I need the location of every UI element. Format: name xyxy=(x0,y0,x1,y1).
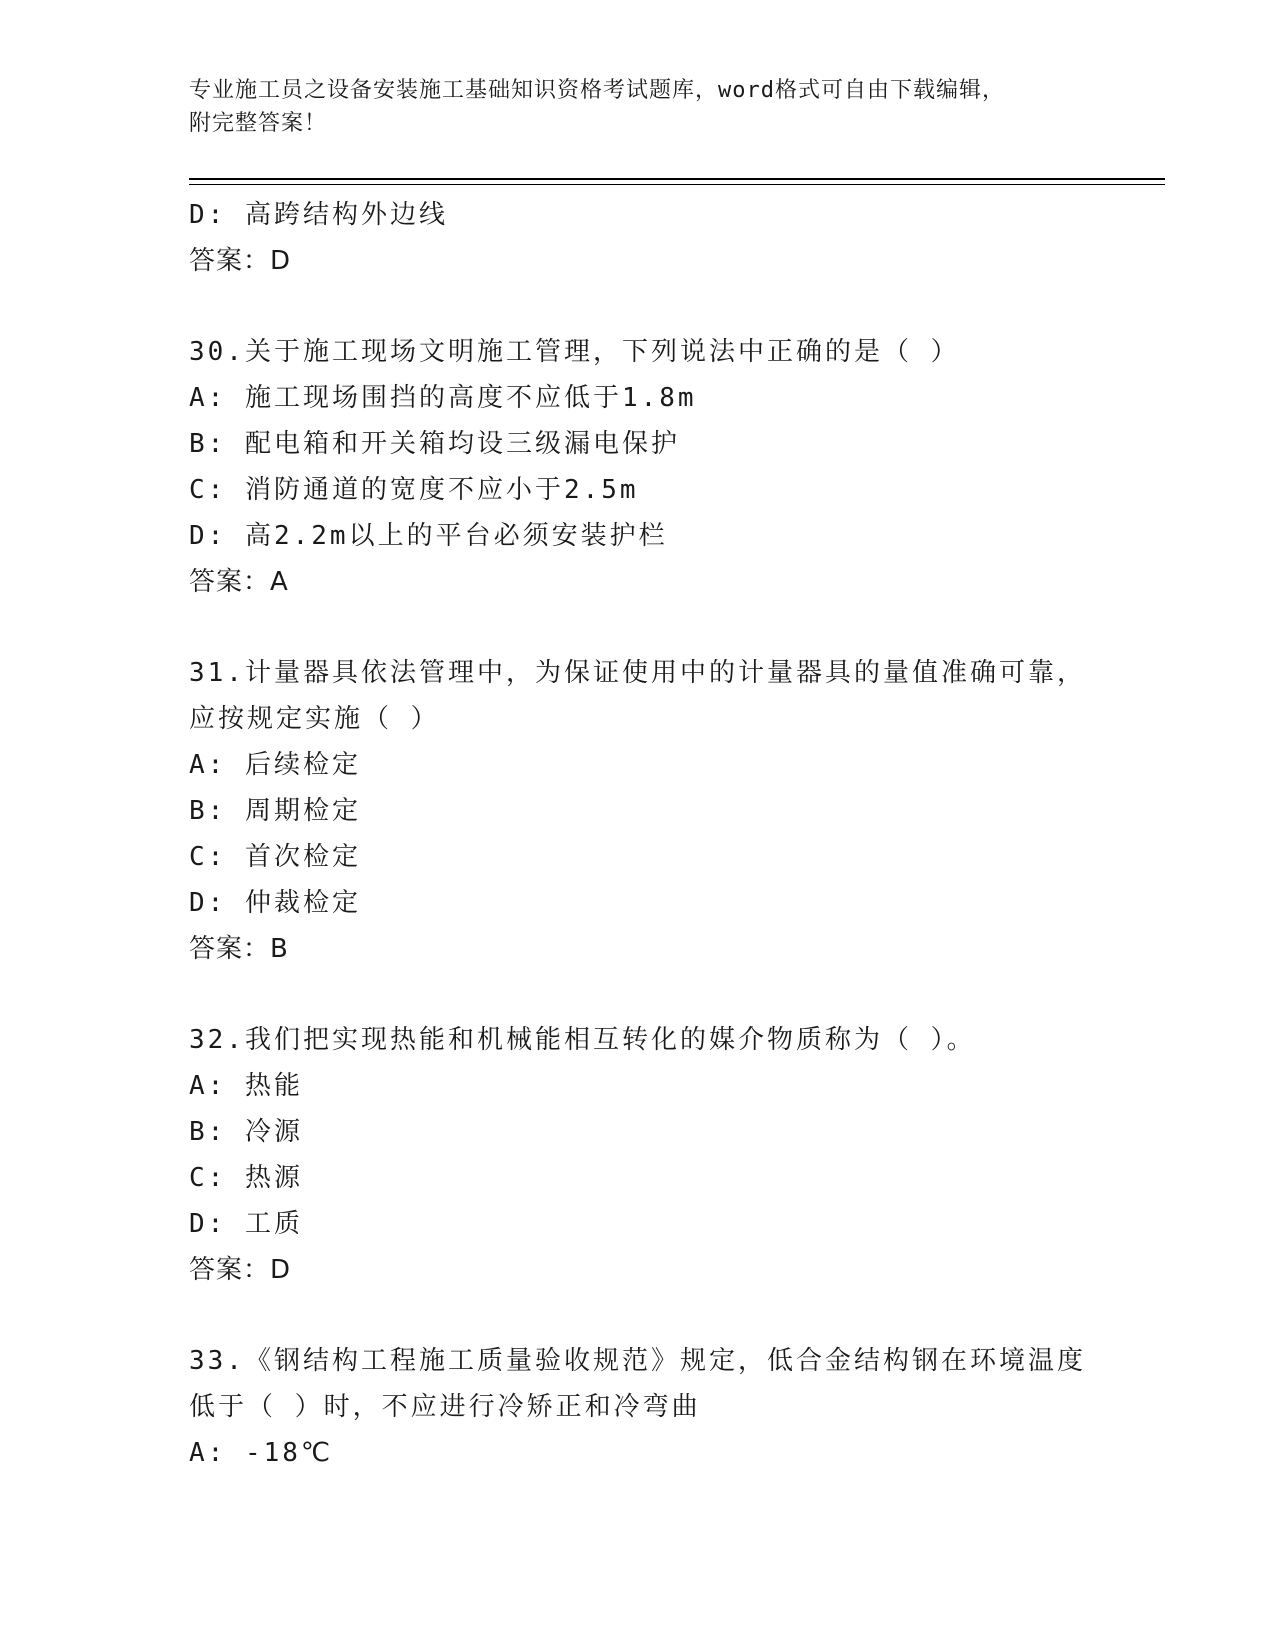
option-b: B: 配电箱和开关箱均设三级漏电保护 xyxy=(189,429,680,459)
option-d: D: 高2.2m以上的平台必须安装护栏 xyxy=(189,521,668,551)
header-line-1: 专业施工员之设备安装施工基础知识资格考试题库，word格式可自由下载编辑， xyxy=(189,78,1005,103)
question-stem-continued: 低于（ ）时，不应进行冷矫正和冷弯曲 xyxy=(189,1392,701,1422)
option-a: A: -18℃ xyxy=(189,1438,334,1468)
header-rule-thin xyxy=(189,184,1165,185)
option-d: D: 高跨结构外边线 xyxy=(189,200,448,230)
header-rule-thick xyxy=(189,178,1165,180)
option-d: D: 工质 xyxy=(189,1209,303,1239)
option-d: D: 仲裁检定 xyxy=(189,888,361,918)
spacer xyxy=(189,284,1149,329)
question-stem: 33.《钢结构工程施工质量验收规范》规定，低合金结构钢在环境温度 xyxy=(189,1346,1086,1376)
question-stem: 31.计量器具依法管理中，为保证使用中的计量器具的量值准确可靠， xyxy=(189,658,1086,688)
option-c: C: 消防通道的宽度不应小于2.5m xyxy=(189,475,639,505)
option-a: A: 后续检定 xyxy=(189,750,361,780)
spacer xyxy=(189,1293,1149,1338)
question-stem: 32.我们把实现热能和机械能相互转化的媒介物质称为（ ）。 xyxy=(189,1025,976,1055)
option-c: C: 热源 xyxy=(189,1163,303,1193)
option-b: B: 周期检定 xyxy=(189,796,361,826)
option-a: A: 热能 xyxy=(189,1071,303,1101)
question-30 xyxy=(189,329,1149,605)
answer-line: 答案：B xyxy=(189,934,289,964)
question-stem-continued: 应按规定实施（ ） xyxy=(189,704,440,734)
answer-line: 答案：A xyxy=(189,567,289,597)
option-b: B: 冷源 xyxy=(189,1117,303,1147)
header-line-2: 附完整答案！ xyxy=(189,111,328,136)
document-header xyxy=(189,74,1089,140)
question-31 xyxy=(189,650,1149,972)
question-stem: 30.关于施工现场文明施工管理，下列说法中正确的是（ ） xyxy=(189,337,960,367)
option-a: A: 施工现场围挡的高度不应低于1.8m xyxy=(189,383,697,413)
question-list xyxy=(189,192,1149,1476)
question-32 xyxy=(189,1017,1149,1293)
question-fragment xyxy=(189,192,1149,284)
answer-line: 答案：D xyxy=(189,246,292,276)
spacer xyxy=(189,605,1149,650)
spacer xyxy=(189,972,1149,1017)
answer-line: 答案：D xyxy=(189,1255,292,1285)
question-33 xyxy=(189,1338,1149,1476)
option-c: C: 首次检定 xyxy=(189,842,361,872)
